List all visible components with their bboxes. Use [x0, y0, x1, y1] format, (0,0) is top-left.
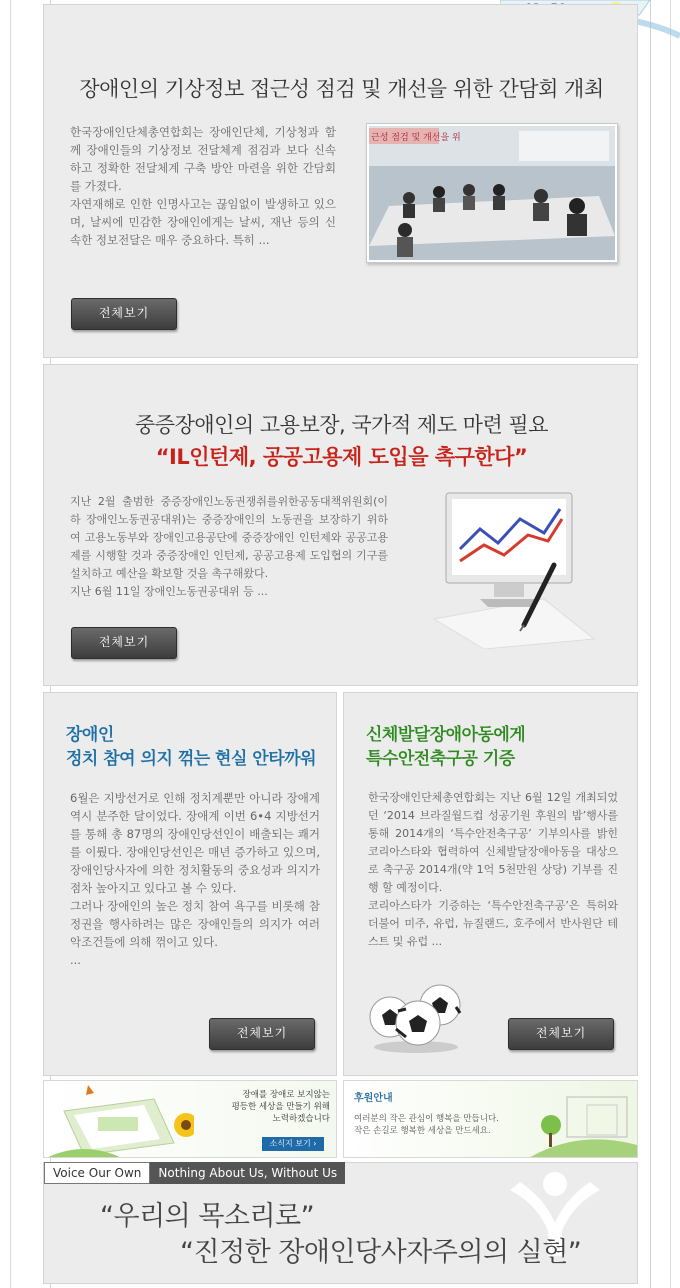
meeting-photo-icon — [369, 126, 615, 260]
donation-heading: 후원안내 — [354, 1093, 393, 1104]
article-body: 지난 2월 출범한 중증장애인노동권쟁취를위한공동대책위원회(이하 장애인노동권공대위)는 중증장애인의 노동권을 보장하기 위하여 고용노동부와 장애인고용공단에 중증장애인 인턴제와 공공고용제를 시행할 것과 중증장애인 인턴제, 공공고용제 도입협의 기구를 설치하고 예산을 확보할 것을 촉구해왔다. 지난 6월 11일 장애인노동권공대위 등 ... — [70, 495, 388, 598]
article-title-line2: 특수안전축구공 기증 — [366, 749, 515, 769]
view-all-button[interactable]: 전체보기 — [71, 298, 177, 330]
soccer-balls-illustration — [366, 975, 466, 1055]
article-body: 한국장애인단체총연합회는 장애인단체, 기상청과 함께 장애인들의 기상정보 전달체계 점검과 보다 신속하고 정확한 전달체계 구축 방안 마련을 위한 간담회를 가졌다. 자연재해로 인한 인명사고는 끊임없이 발생하고 있으며, 날씨에 민감한 장애인에게는 날씨, 재난 등의 신속한 정보전달은 매우 중요하다. 특히 ... — [70, 125, 336, 247]
monitor-chart-icon — [424, 489, 604, 649]
article-title-line2: 정치 참여 의지 꺾는 현실 안타까워 — [66, 749, 316, 769]
view-all-button[interactable]: 전체보기 — [508, 1018, 614, 1050]
article-panel-politics — [43, 692, 337, 1076]
meeting-banner-text: 근성 점검 및 개선을 위 — [371, 133, 461, 143]
newsletter-view-button[interactable]: 소식지 보기 › — [262, 1137, 324, 1151]
article-panel-weather — [43, 4, 638, 358]
voice-quote-2: “진정한 장애인당사자주의의 실현” — [180, 1237, 582, 1268]
voice-quote-1: “우리의 목소리로” — [100, 1201, 315, 1232]
magazine-illustration-icon — [44, 1081, 194, 1158]
voice-tab-bar — [44, 1162, 345, 1184]
donation-banner[interactable] — [343, 1080, 638, 1158]
article-panel-soccer — [343, 692, 638, 1076]
soccer-ball-icon — [366, 975, 466, 1055]
landscape-illustration-icon — [527, 1081, 637, 1158]
banner-message: 장애를 장애로 보지않는 평등한 세상을 만들기 위해 노력하겠습니다 — [231, 1090, 330, 1124]
voice-label-b: Nothing About Us, Without Us — [150, 1162, 345, 1184]
article-photo — [366, 123, 618, 263]
article-title-line1: 신체발달장애아동에게 — [366, 725, 526, 745]
article-panel-employment — [43, 364, 638, 686]
article-body: 6월은 지방선거로 인해 정치계뿐만 아니라 장애계 역시 분주한 달이었다. 장애계 이번 6•4 지방선거를 통해 총 87명의 장애인당선인이 배출되는 쾌거를 이뤘다. 장애인당선인은 매년 증가하고 있으며, 장애인당사자에 의한 정치활동의 중요성과 의지가 점차 높아지고 있다고 볼 수 있다. 그러나 장애인의 높은 정치 참여 욕구를 비롯해 참정권을 행사하려는 많은 장애인들의 의지가 여러 악조건들에 의해 꺾이고 있다. ... — [70, 791, 320, 967]
article-subtitle: “IL인턴제, 공공고용제 도입을 촉구한다” — [155, 445, 528, 469]
article-title: 장애인의 기상정보 접근성 점검 및 개선을 위한 간담회 개최 — [79, 77, 604, 101]
newsletter-banner[interactable] — [43, 1080, 337, 1158]
donation-message: 여러분의 작은 관심이 행복을 만듭니다. 작은 손길로 행복한 세상을 만드세요. — [354, 1114, 499, 1136]
article-title-line1: 장애인 — [66, 725, 114, 745]
view-all-button[interactable]: 전체보기 — [71, 627, 177, 659]
article-body: 한국장애인단체총연합회는 지난 6월 12일 개최되었던 ‘2014 브라질월드컵 성공기원 후원의 밤’행사를 통해 2014개의 ‘특수안전축구공’ 기부의사를 밝힌 코리아스타와 협력하여 신체발달장애아동을 대상으로 축구공 2014개(약 1억 5천만원 상당) 기부를 진행 할 예정이다. 코리아스타가 기증하는 ‘특수안전축구공’은 특허와 더불어 미주, 유럽, 뉴질랜드, 호주에서 반사원단 테스트 및 유럽 ... — [368, 791, 618, 948]
chart-monitor-illustration — [424, 489, 604, 649]
voice-label-a: Voice Our Own — [44, 1162, 150, 1184]
view-all-button[interactable]: 전체보기 — [209, 1018, 315, 1050]
article-title: 중증장애인의 고용보장, 국가적 제도 마련 필요 — [135, 413, 548, 437]
